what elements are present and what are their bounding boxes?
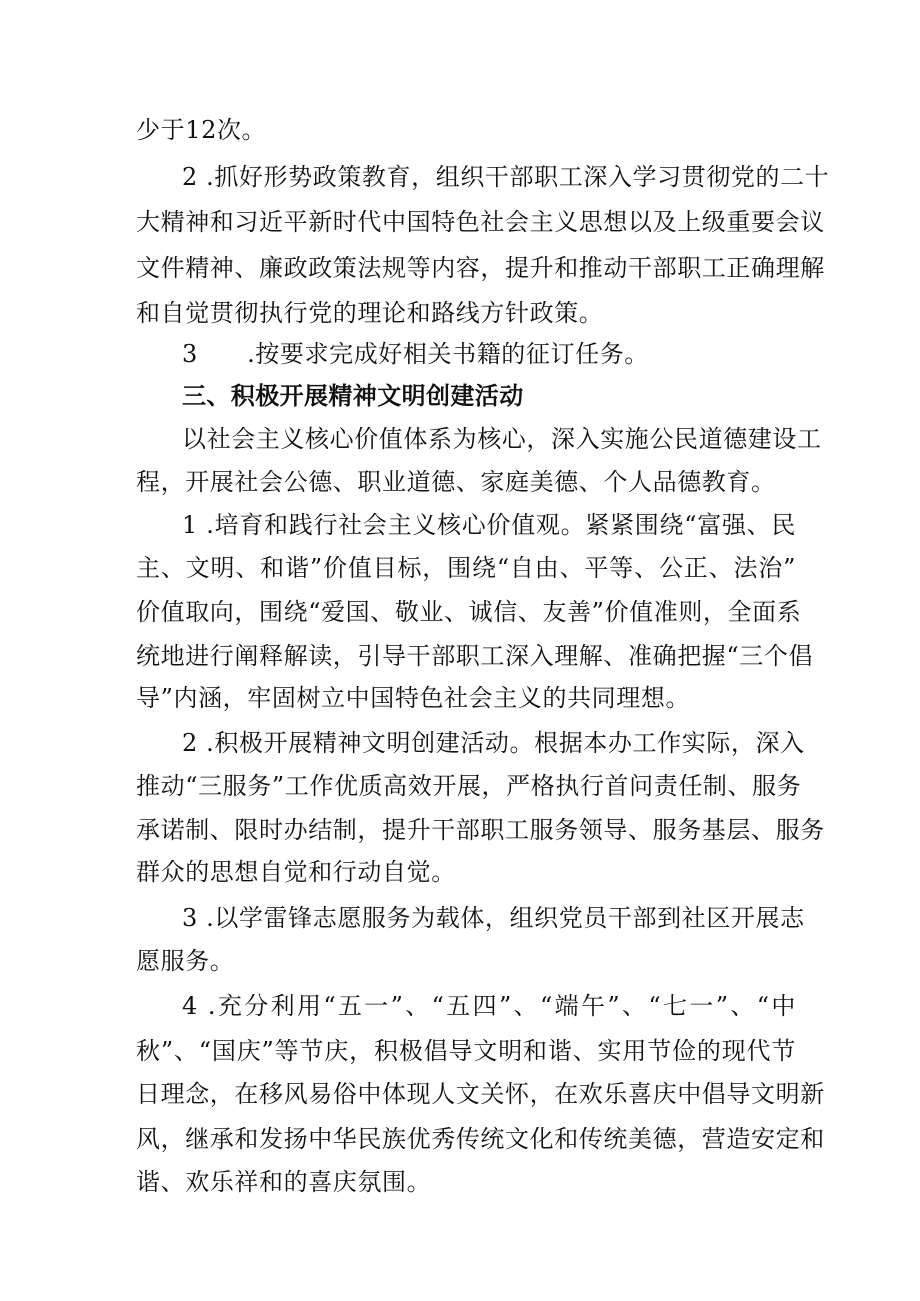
paragraph-line: 3 .按要求完成好相关书籍的征订任务。 bbox=[182, 340, 649, 368]
paragraph-line: 推动“三服务”工作优质高效开展，严格执行首问责任制、服务 bbox=[136, 772, 802, 800]
paragraph-line: 4 .充分利用“五一”、“五四”、“端午”、“七一”、“中 bbox=[182, 992, 796, 1020]
paragraph-line: 少于12次。 bbox=[136, 116, 267, 144]
paragraph-line: 以社会主义核心价值体系为核心，深入实施公民道德建设工 bbox=[182, 425, 822, 453]
paragraph-line: 价值取向，围绕“爱国、敬业、诚信、友善”价值准则，全面系 bbox=[136, 598, 802, 626]
paragraph-line: 愿服务。 bbox=[136, 947, 235, 975]
paragraph-line: 2 .抓好形势政策教育，组织干部职工深入学习贯彻党的二十 bbox=[182, 163, 830, 191]
paragraph-line: 2 .积极开展精神文明创建活动。根据本办工作实际，深入 bbox=[182, 729, 805, 757]
paragraph-line: 群众的思想自觉和行动自觉。 bbox=[136, 858, 456, 886]
paragraph-line: 日理念，在移风易俗中体现人文关怀，在欢乐喜庆中倡导文明新 bbox=[136, 1080, 825, 1108]
paragraph-line: 1 .培育和践行社会主义核心价值观。紧紧围绕“富强、民 bbox=[182, 511, 796, 539]
paragraph-line: 导”内涵，牢固树立中国特色社会主义的共同理想。 bbox=[136, 684, 691, 712]
section-heading: 三、积极开展精神文明创建活动 bbox=[182, 382, 524, 410]
paragraph-line: 秋”、“国庆”等节庆，积极倡导文明和谐、实用节俭的现代节 bbox=[136, 1037, 796, 1065]
paragraph-line: 主、文明、和谐”价值目标，围绕“自由、平等、公正、法治” bbox=[136, 554, 796, 582]
paragraph-line: 统地进行阐释解读，引导干部职工深入理解、准确把握“三个倡 bbox=[136, 642, 814, 670]
paragraph-line: 大精神和习近平新时代中国特色社会主义思想以及上级重要会议 bbox=[136, 208, 825, 236]
paragraph-line: 和自觉贯彻执行党的理论和路线方针政策。 bbox=[136, 299, 604, 327]
paragraph-line: 谐、欢乐祥和的喜庆氛围。 bbox=[136, 1168, 432, 1196]
paragraph-line: 程，开展社会公德、职业道德、家庭美德、个人品德教育。 bbox=[136, 468, 776, 496]
paragraph-line: 3 .以学雷锋志愿服务为载体，组织党员干部到社区开展志 bbox=[182, 904, 805, 932]
paragraph-line: 文件精神、廉政政策法规等内容，提升和推动干部职工正确理解 bbox=[136, 254, 825, 282]
paragraph-line: 承诺制、限时办结制，提升干部职工服务领导、服务基层、服务 bbox=[136, 816, 825, 844]
paragraph-line: 风，继承和发扬中华民族优秀传统文化和传统美德，营造安定和 bbox=[136, 1125, 825, 1153]
